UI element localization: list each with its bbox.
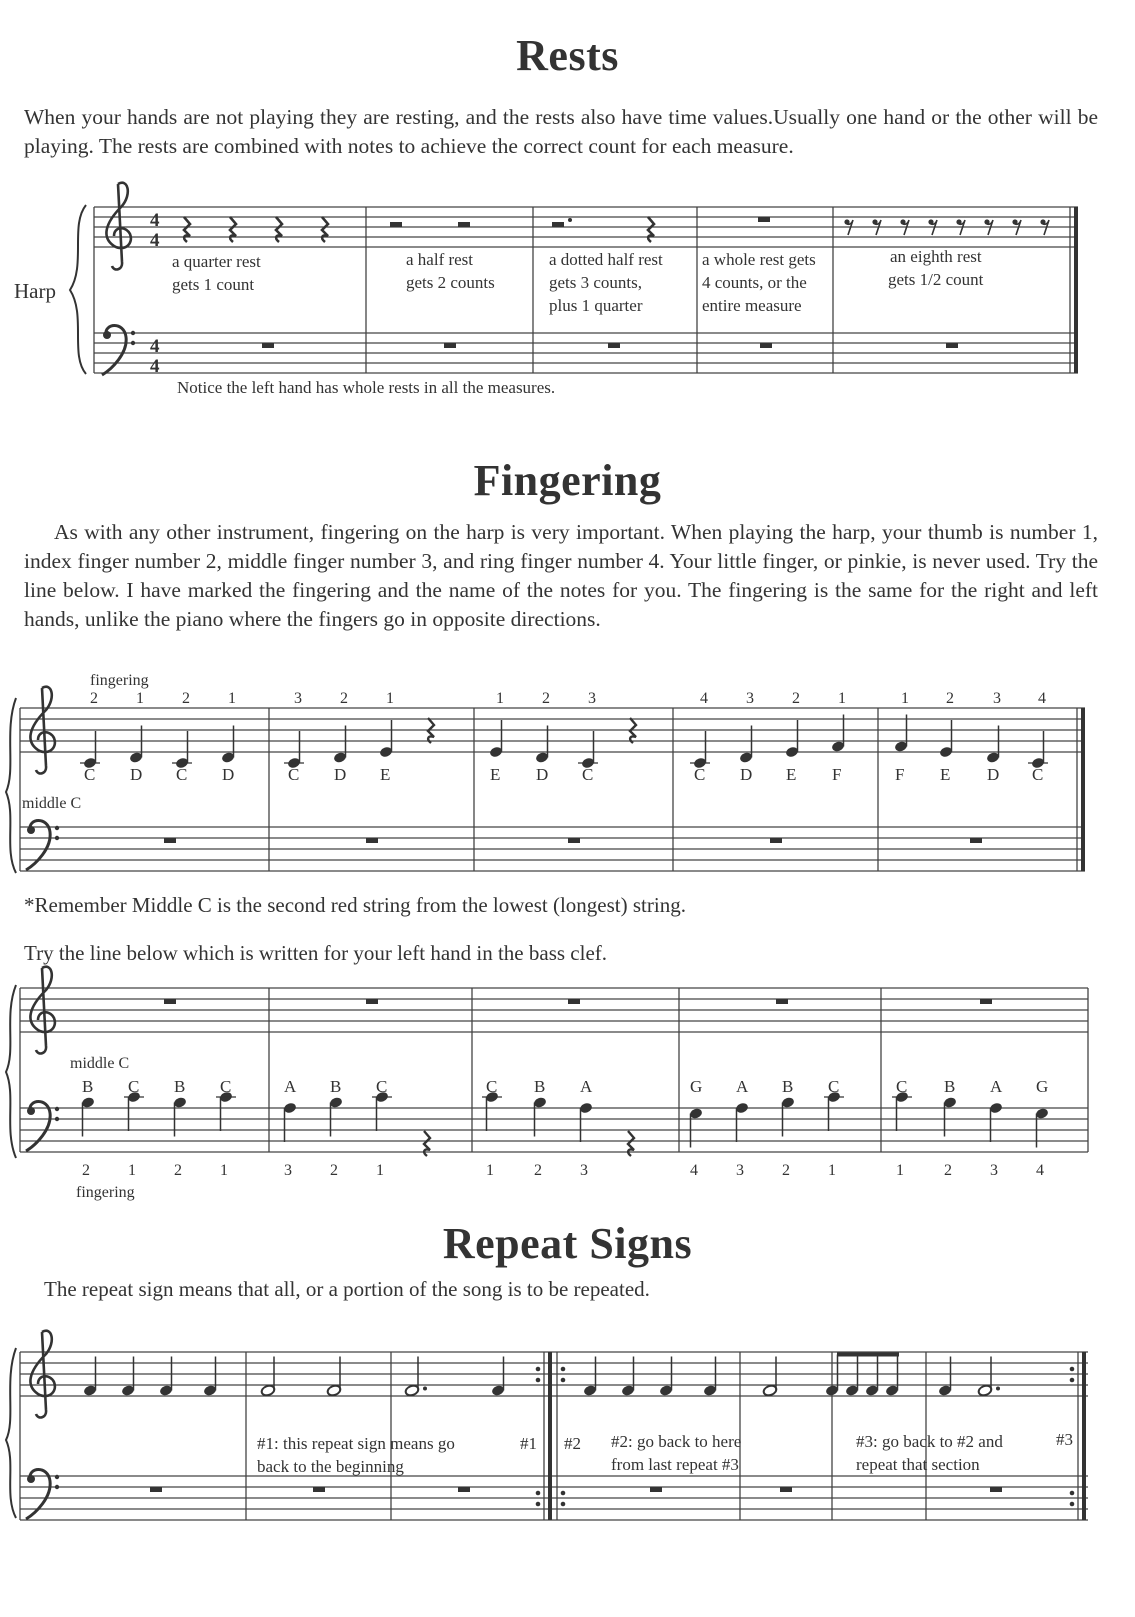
- treble-note: [129, 726, 143, 764]
- svg-text:4: 4: [150, 336, 160, 357]
- rest-label-4-line3: entire measure: [702, 296, 802, 315]
- svg-text:4: 4: [150, 356, 160, 377]
- note-name-label: C: [376, 1077, 388, 1096]
- finger-number: 3: [284, 1162, 292, 1179]
- repeat-mark-1: #1: [520, 1434, 537, 1453]
- whole-rest: [776, 999, 788, 1004]
- repeat-mark-3: #3: [1056, 1430, 1073, 1449]
- whole-rest: [980, 999, 992, 1004]
- rest-label-4-line1: a whole rest gets: [702, 250, 816, 269]
- bass-note: [892, 1091, 912, 1131]
- finger-number: 3: [580, 1162, 588, 1179]
- note-name-label: A: [736, 1077, 749, 1096]
- rest-label-2-line2: gets 2 counts: [406, 273, 495, 292]
- repeat-title: Repeat Signs: [442, 1219, 693, 1268]
- note-name-label: D: [130, 765, 143, 784]
- bass-note: [283, 1102, 297, 1142]
- rests-title: Rests: [516, 31, 619, 80]
- instrument-label: Harp: [14, 279, 56, 303]
- note-name-label: C: [84, 765, 96, 784]
- bass-note: [735, 1102, 749, 1142]
- note-name-label: C: [1032, 765, 1044, 784]
- fingering-treble-notes: [80, 690, 1048, 784]
- bass-note: [989, 1102, 1003, 1142]
- repeat-mark-2: #2: [564, 1434, 581, 1453]
- repeat-treble-notes: [83, 1353, 1000, 1397]
- treble-note: [739, 726, 753, 764]
- bass-fingering-system: [6, 967, 1088, 1179]
- finger-number: 4: [700, 690, 708, 707]
- note-name-label: D: [334, 765, 347, 784]
- finger-number: 1: [128, 1162, 136, 1179]
- treble-note: [333, 726, 347, 764]
- bass-note: [372, 1091, 392, 1131]
- finger-number: 4: [1036, 1162, 1044, 1179]
- bass-note: [482, 1091, 502, 1131]
- treble-note: [284, 731, 304, 769]
- note-name-label: G: [1036, 1077, 1049, 1096]
- note-name-label: D: [536, 765, 549, 784]
- note-name-label: C: [128, 1077, 140, 1096]
- note-name-label: C: [220, 1077, 232, 1096]
- rest-label-4-line2: 4 counts, or the: [702, 273, 807, 292]
- finger-number: 2: [174, 1162, 182, 1179]
- repeat-ann2-line1: #2: go back to here: [611, 1432, 742, 1451]
- whole-rest: [568, 838, 580, 843]
- repeat-intro: The repeat sign means that all, or a portion of the song is to be repeated.: [44, 1277, 650, 1301]
- note-name-label: C: [288, 765, 300, 784]
- fingering-system: [6, 687, 1085, 873]
- bass-middle-c-label: middle C: [70, 1055, 130, 1072]
- finger-number: 2: [340, 690, 348, 707]
- note-name-label: B: [782, 1077, 794, 1096]
- finger-number: 3: [736, 1162, 744, 1179]
- repeat-ann3-line1: #3: go back to #2 and: [856, 1432, 1003, 1451]
- finger-number: 1: [220, 1162, 228, 1179]
- whole-rest: [568, 999, 580, 1004]
- middle-c-label: middle C: [22, 795, 82, 812]
- treble-note: [986, 726, 1000, 764]
- finger-number: 2: [82, 1162, 90, 1179]
- note-name-label: F: [832, 765, 842, 784]
- note-name-label: E: [940, 765, 951, 784]
- finger-number: 2: [946, 690, 954, 707]
- rests-intro: When your hands are not playing they are resting, and the rests also have time values.Usually one hand or the other will be playing. The rests are combined with notes to achieve the correct count for each measure.: [24, 105, 1098, 158]
- finger-number: 2: [90, 690, 98, 707]
- note-name-label: A: [580, 1077, 593, 1096]
- finger-number: 1: [901, 690, 909, 707]
- finger-number: 2: [792, 690, 800, 707]
- treble-note: [172, 731, 192, 769]
- note-name-label: B: [944, 1077, 956, 1096]
- bass-intro: Try the line below which is written for your left hand in the bass clef.: [24, 941, 608, 965]
- treble-note: [379, 720, 393, 758]
- note-name-label: E: [380, 765, 391, 784]
- fingering-title: Fingering: [473, 456, 662, 505]
- bass-note: [124, 1091, 144, 1131]
- eighth-notes-beamed: [825, 1353, 899, 1397]
- finger-number: 1: [486, 1162, 494, 1179]
- treble-note: [785, 720, 799, 758]
- fingering-intro: As with any other instrument, fingering on the harp is very important. When playing the harp, your thumb is number 1, index finger number 2, middle finger number 3, and ring finger number 4. Your little finger, or pinkie, is never used. Try the line below. I have marked the fingering and the name of the notes for you. The fingering is the same for the right and left hands, unlike the piano where the fingers go in opposite directions.: [24, 520, 1098, 631]
- svg-text:4: 4: [150, 230, 160, 251]
- treble-note: [894, 715, 908, 753]
- finger-number: 1: [376, 1162, 384, 1179]
- whole-rest: [970, 838, 982, 843]
- note-name-label: C: [582, 765, 594, 784]
- bass-note: [824, 1091, 844, 1131]
- finger-number: 1: [228, 690, 236, 707]
- whole-rest: [366, 838, 378, 843]
- treble-note: [831, 715, 845, 753]
- finger-number: 2: [330, 1162, 338, 1179]
- note-name-label: A: [990, 1077, 1003, 1096]
- treble-note: [80, 731, 100, 769]
- rest-label-1-line1: a quarter rest: [172, 252, 261, 271]
- note-name-label: B: [330, 1077, 342, 1096]
- note-name-label: C: [896, 1077, 908, 1096]
- treble-note: [578, 731, 598, 769]
- note-name-label: C: [694, 765, 706, 784]
- note-name-label: D: [987, 765, 1000, 784]
- finger-number: 2: [534, 1162, 542, 1179]
- finger-number: 2: [182, 690, 190, 707]
- rests-note: Notice the left hand has whole rests in all the measures.: [177, 378, 556, 397]
- repeat-ann1-line1: #1: this repeat sign means go: [257, 1434, 455, 1453]
- whole-rest: [164, 838, 176, 843]
- note-name-label: C: [828, 1077, 840, 1096]
- note-name-label: B: [82, 1077, 94, 1096]
- finger-number: 3: [294, 690, 302, 707]
- rest-label-5-line2: gets 1/2 count: [888, 270, 984, 289]
- finger-number: 4: [690, 1162, 698, 1179]
- whole-rest: [164, 999, 176, 1004]
- fingering-bass-rests: [164, 838, 982, 843]
- rest-label-3-line1: a dotted half rest: [549, 250, 663, 269]
- rest-label-3-line2: gets 3 counts,: [549, 273, 643, 292]
- rest-label-1-line2: gets 1 count: [172, 275, 255, 294]
- bass-fingering-label: fingering: [76, 1184, 135, 1201]
- note-name-label: C: [176, 765, 188, 784]
- rest-label-5-line1: an eighth rest: [890, 247, 982, 266]
- finger-number: 1: [828, 1162, 836, 1179]
- finger-number: 2: [542, 690, 550, 707]
- whole-rest: [770, 838, 782, 843]
- repeat-ann3-line2: repeat that section: [856, 1455, 980, 1474]
- fingering-label: fingering: [90, 672, 149, 689]
- finger-number: 1: [136, 690, 144, 707]
- note-name-label: B: [534, 1077, 546, 1096]
- note-name-label: G: [690, 1077, 703, 1096]
- rest-label-3-line3: plus 1 quarter: [549, 296, 643, 315]
- repeat-ann2-line2: from last repeat #3: [611, 1455, 739, 1474]
- finger-number: 4: [1038, 690, 1046, 707]
- bass-note: [216, 1091, 236, 1131]
- treble-note: [690, 731, 710, 769]
- note-name-label: F: [895, 765, 905, 784]
- finger-number: 3: [746, 690, 754, 707]
- note-name-label: D: [740, 765, 753, 784]
- finger-number: 1: [496, 690, 504, 707]
- remember-note: *Remember Middle C is the second red string from the lowest (longest) string.: [24, 893, 686, 917]
- rests-system: [70, 183, 1078, 377]
- whole-rest: [366, 999, 378, 1004]
- note-name-label: C: [486, 1077, 498, 1096]
- finger-number: 2: [782, 1162, 790, 1179]
- finger-number: 2: [944, 1162, 952, 1179]
- repeat-ann1-line2: back to the beginning: [257, 1457, 404, 1476]
- repeat-system: [6, 1331, 1088, 1520]
- note-name-label: E: [490, 765, 501, 784]
- note-name-label: D: [222, 765, 235, 784]
- note-name-label: A: [284, 1077, 297, 1096]
- treble-note: [221, 726, 235, 764]
- finger-number: 1: [386, 690, 394, 707]
- treble-note: [939, 720, 953, 758]
- finger-number: 3: [993, 690, 1001, 707]
- finger-number: 3: [588, 690, 596, 707]
- note-name-label: B: [174, 1077, 186, 1096]
- treble-note: [1028, 731, 1048, 769]
- treble-note: [489, 720, 503, 758]
- treble-note: [535, 726, 549, 764]
- rest-label-2-line1: a half rest: [406, 250, 474, 269]
- finger-number: 3: [990, 1162, 998, 1179]
- svg-text:4: 4: [150, 210, 160, 231]
- bass-note: [579, 1102, 593, 1142]
- finger-number: 1: [896, 1162, 904, 1179]
- note-name-label: E: [786, 765, 797, 784]
- finger-number: 1: [838, 690, 846, 707]
